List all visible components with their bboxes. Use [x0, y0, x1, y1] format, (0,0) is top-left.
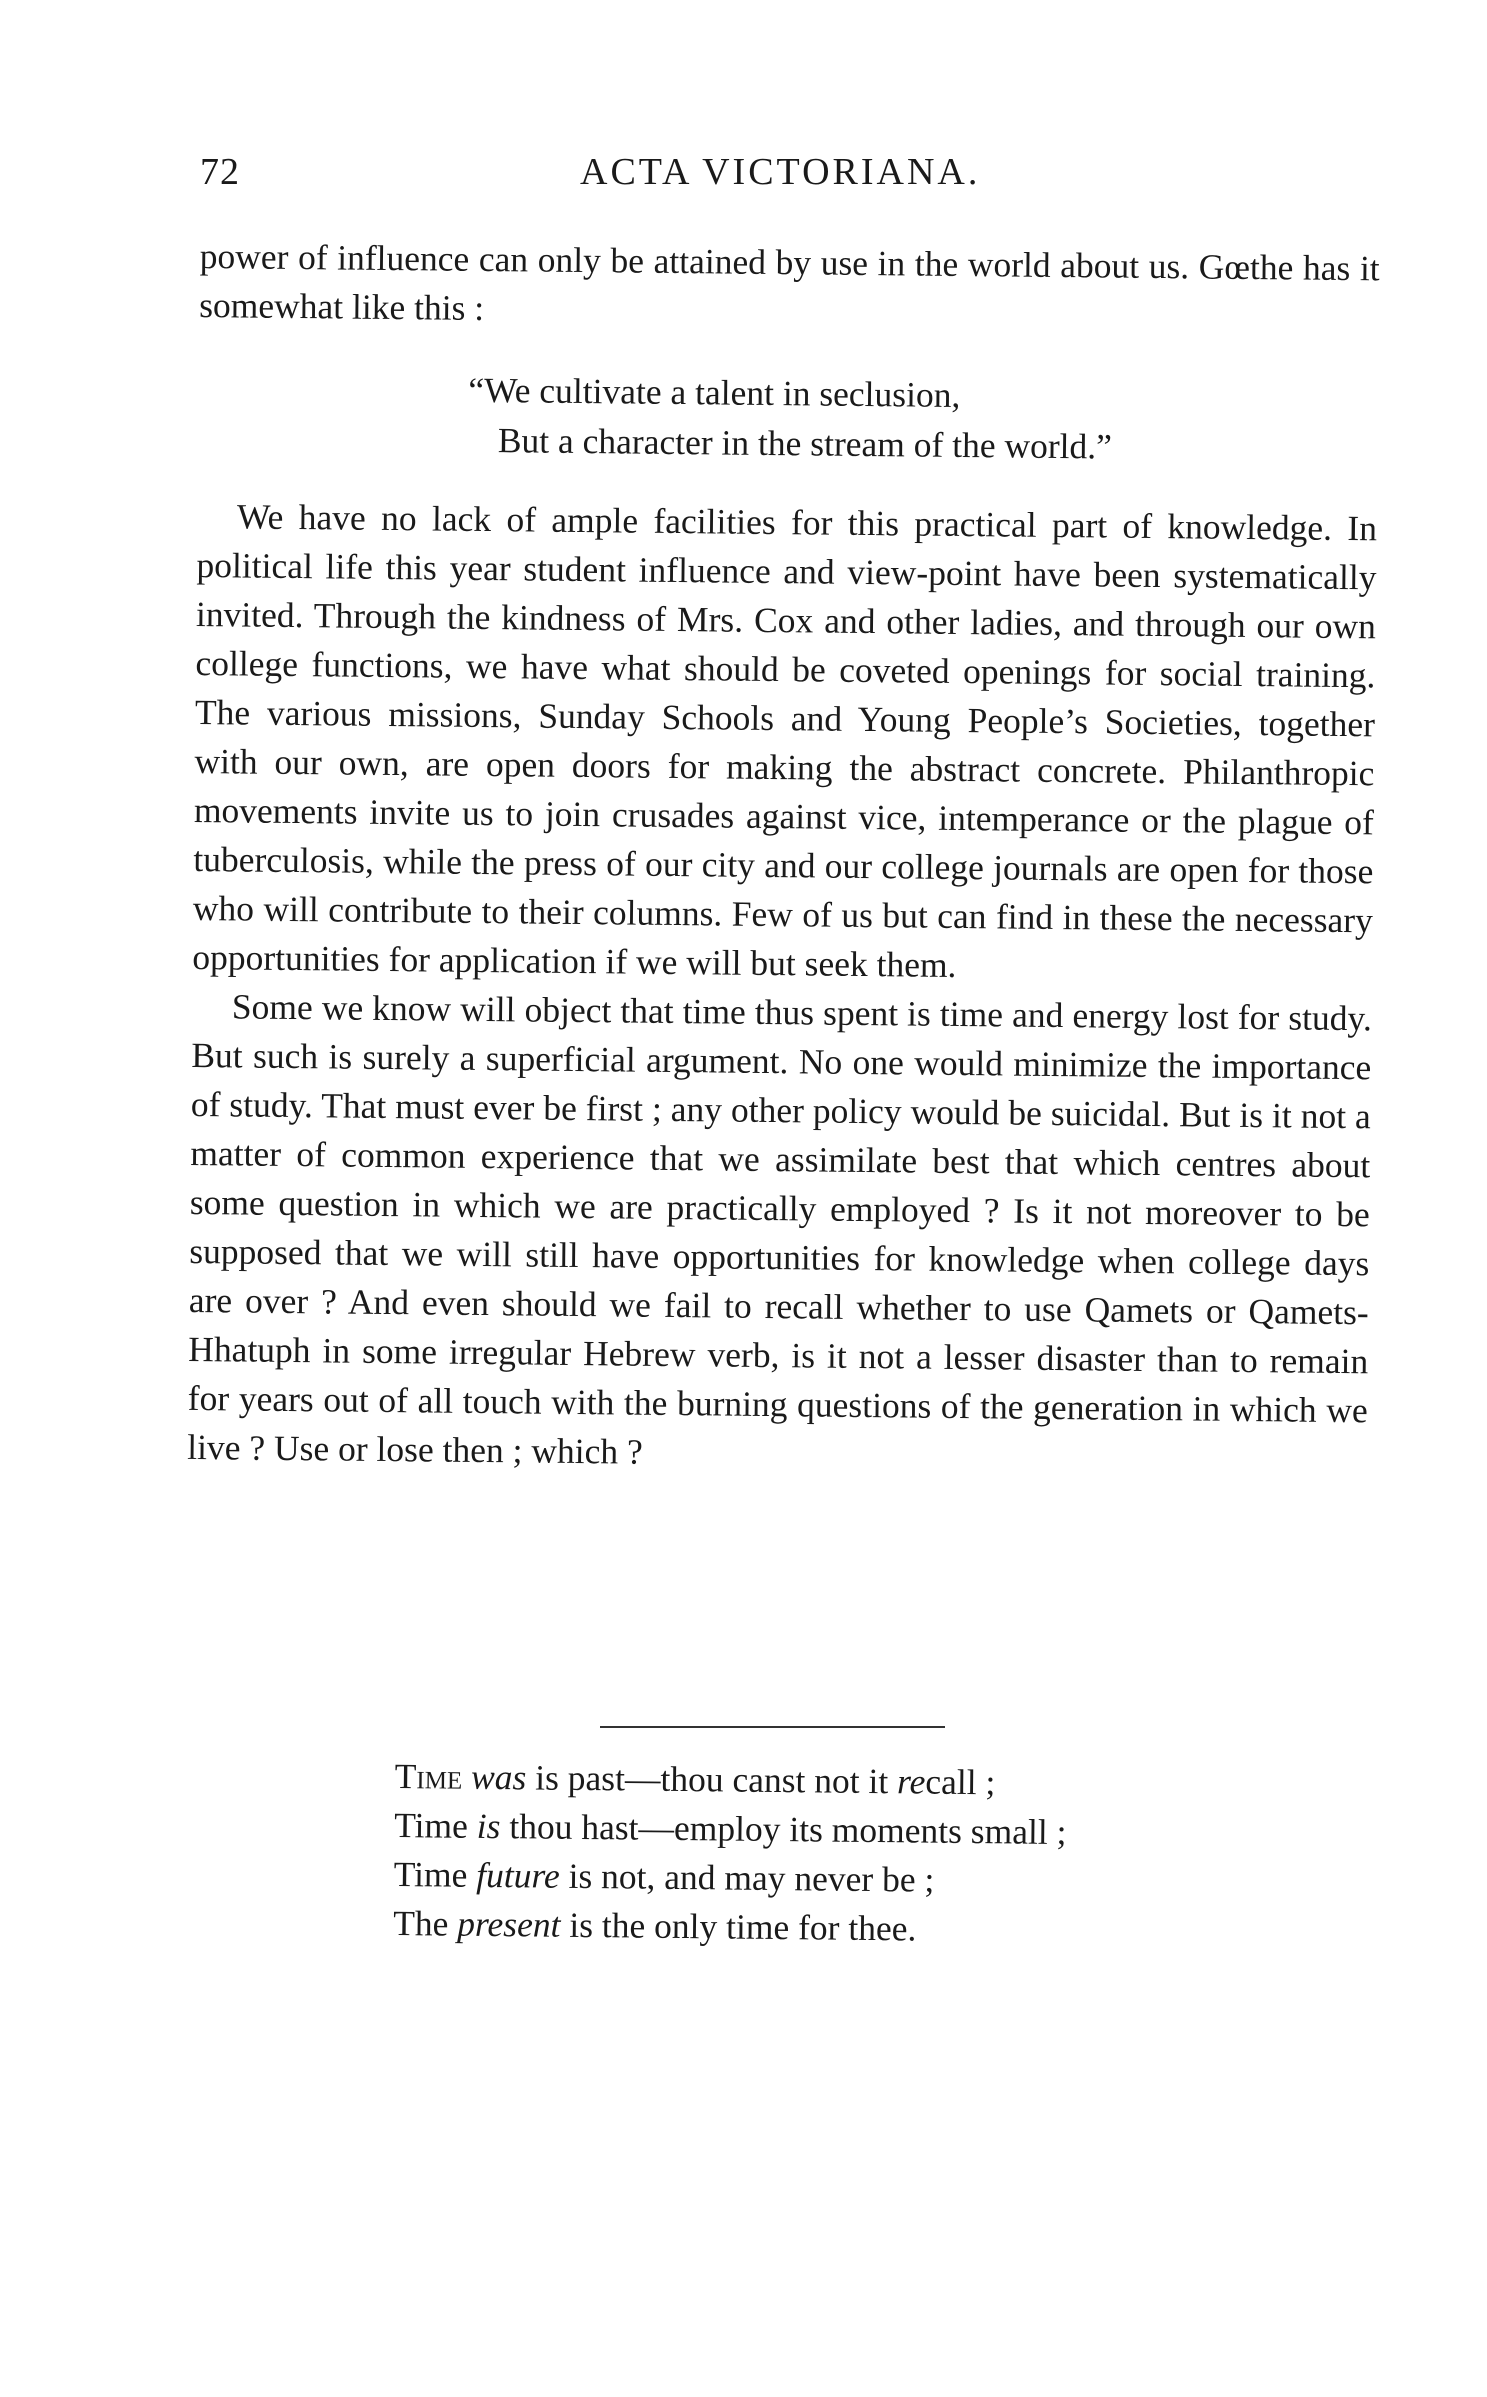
poem-text: is not, and may never be ;: [568, 1855, 935, 1900]
goethe-quote: [198, 362, 1379, 474]
poem-line-3: [393, 1850, 1066, 1906]
poem-word: Time: [393, 1853, 468, 1895]
quote-line-2: But a character in the stream of the world.”: [497, 420, 1113, 467]
poem-word: Time: [394, 1755, 463, 1797]
paragraph-facilities: We have no lack of ample facilities for this practical part of knowledge. In political life this year student influence and view-point have been systematically invited. Through the kindness of Mrs. Cox and other ladies, and through our own college functions, we have what should be coveted openings for social training. The various missions, Sunday Schools and Young People’s Societies, together with our own, are open doors for making the abstract concrete. Philanthropic movements invite us to join crusades against vice, intemperance or the plague of tuberculosis, while the press of our city and our college journals are open for those who will contribute to their columns. Few of us but can find in these the necessary opportunities for application if we will but seek them.: [192, 496, 1378, 985]
page-number: 72: [200, 151, 240, 193]
poem-line-2: [394, 1801, 1067, 1857]
page-header: [200, 150, 1380, 210]
poem-line-1: [394, 1752, 1067, 1808]
poem-text: call ;: [925, 1761, 996, 1803]
section-divider: [600, 1726, 945, 1728]
poem-line-4: [393, 1899, 1066, 1955]
poem-italic-prefix: re: [896, 1761, 926, 1802]
poem-italic-word: present: [457, 1903, 561, 1945]
poem-italic-word: is: [476, 1805, 501, 1847]
running-title: ACTA VICTORIANA.: [580, 151, 981, 193]
quote-line-1: “We cultivate a talent in seclusion,: [468, 369, 961, 415]
time-poem: [393, 1752, 1067, 1955]
paragraph-objection: Some we know will object that time thus spent is time and energy lost for study. But such is surely a superficial argument. No one would minimize the importance of study. That must ever be first ; any other policy would be suicidal. But is it not a matter of common experience that we assimilate best that which centres about some question in which we are practically employed ? Is it not moreover to be supposed that we will still have opportunities for knowledge when college days are over ? And even should we fail to recall whether to use Qamets or Qamets-Hhatuph in some irregular Hebrew verb, is it not a lesser disaster than to remain for years out of all touch with the burning questions of the generation in which we live ? Use or lose then ; which ?: [187, 986, 1373, 1472]
article-body: [187, 232, 1380, 1484]
paragraph-continuation: power of influence can only be attained by use in the world about us. Gœthe has it somewhat like this :: [199, 235, 1380, 328]
poem-text: is the only time for thee.: [569, 1904, 917, 1949]
poem-text: is past—thou canst not it: [535, 1757, 889, 1802]
poem-word: The: [392, 1902, 449, 1944]
poem-word: Time: [394, 1804, 469, 1846]
poem-italic-word: was: [470, 1756, 527, 1798]
poem-italic-word: future: [476, 1854, 560, 1896]
poem-text: thou hast—employ its moments small ;: [509, 1806, 1067, 1853]
